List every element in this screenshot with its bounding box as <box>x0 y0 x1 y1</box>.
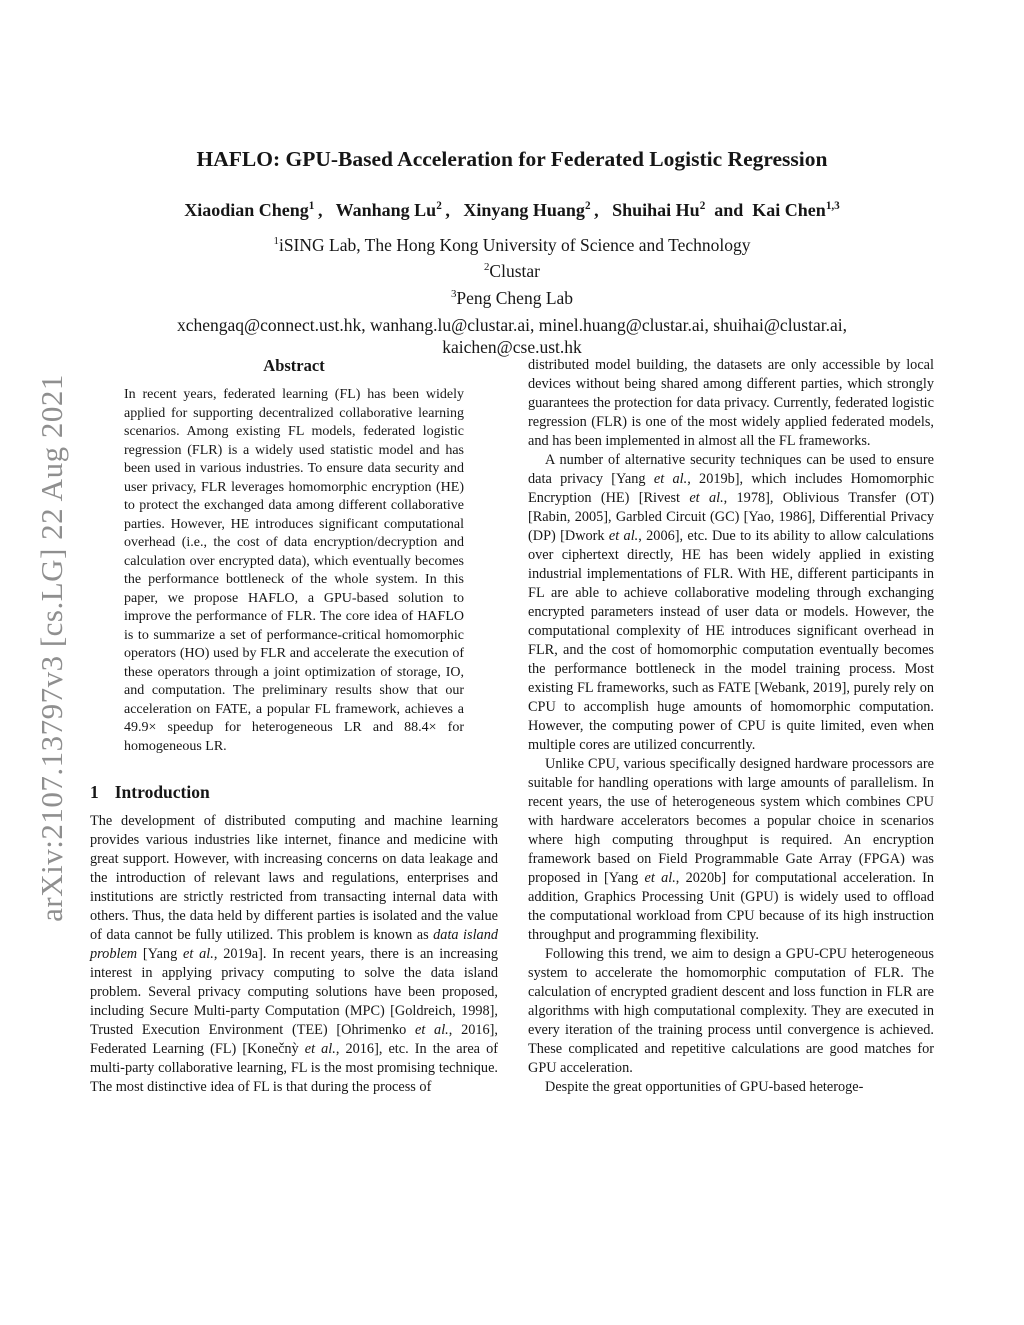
right-paragraph-2: A number of alternative security techniques can be used to ensure data privacy [Yang et al., 2019b], which includes Homomorphic Encryption (HE) [Rivest et al., 1978], Oblivious Transfer (OT) [Rabin, 2005], Garbled Circuit (GC) [Yao, 1986], Differential Privacy (DP) [Dwork et al., 2006], etc. Due to its ability to allow calculations over ciphertext directly, HE has been widely applied in existing industrial implementations of FLR. With HE, different participants in FL are able to achieve collaborative modeling through exchanging encrypted parameters instead of user data or models. However, the computational complexity of HE introduces significant overhead in FLR, and the cost of homomorphic computation eventually becomes the performance bottleneck in the model training process. Most existing FL frameworks, such as FATE [Webank, 2019], purely rely on CPU to accomplish huge amounts of homomorphic computation. However, the computing power of CPU is quite limited, even when multiple cores are utilized concurrently. <box>528 452 935 753</box>
authors-line: Xiaodian Cheng$^1$ , Wanhang Lu$^2$ , Xinyang Huang$^2$ , Shuihai Hu$^2$ and Kai Chen$^{1,3}$ <box>184 200 840 220</box>
two-column-body <box>90 356 934 1097</box>
abstract-block <box>124 356 464 756</box>
section-number: 1 <box>90 782 99 802</box>
right-paragraph-1: distributed model building, the datasets are only accessible by local devices without being shared among different parties, which strongly guarantees the protection for data privacy. Currently, federated logistic regression (FLR) is one of the most widely applied federated models, and has been implemented in almost all the FL frameworks. <box>528 357 934 449</box>
affiliation-1: $^1$iSING Lab, The Hong Kong University of Science and Technology <box>273 234 751 255</box>
section-heading-introduction <box>90 781 498 803</box>
arxiv-watermark: arXiv:2107.13797v3 [cs.LG] 22 Aug 2021 <box>34 374 69 922</box>
abstract-heading: Abstract <box>263 356 325 375</box>
right-paragraph-5: Despite the great opportunities of GPU-based heteroge- <box>545 1079 864 1095</box>
abstract-body: In recent years, federated learning (FL) has been widely applied for supporting decentralized collaborative learning scenarios. Among existing FL models, federated logistic regression (FLR) is a widely used statistic model and has been used in various industries. To ensure data security and user privacy, FLR leverages homomorphic encryption (HE) to protect the exchanged data among different collaborative parties. However, HE introduces significant computational overhead (i.e., the cost of data encryption/decryption and calculation over encrypted data), which eventually becomes the performance bottleneck of the whole system. In this paper, we propose HAFLO, a GPU-based solution to improve the performance of FLR. The core idea of HAFLO is to summarize a set of performance-critical homomorphic operators (HO) used by FLR and accelerate the execution of these operators through a joint optimization of storage, IO, and computation. The preliminary results show that our acceleration on FATE, a popular FL framework, achieves a 49.9× speedup for heterogeneous LR and 88.4× for homogeneous LR. <box>124 387 464 754</box>
affiliation-3: $^3$Peng Cheng Lab <box>450 287 574 308</box>
section-title: Introduction <box>114 782 210 802</box>
affiliations <box>0 230 1024 309</box>
affiliation-2: $^2$Clustar <box>484 261 540 282</box>
paper-title: HAFLO: GPU-Based Acceleration for Federated Logistic Regression <box>196 147 828 171</box>
left-column <box>90 356 498 1097</box>
right-paragraph-4: Following this trend, we aim to design a GPU-CPU heterogeneous system to accelerate the homomorphic computation of FLR. The calculation of encrypted gradient descent and loss function in FLR are algorithms with high computational complexity. They are executed in every iteration of the training process until convergence is achieved. These complicated and repetitive calculations are good matches for GPU acceleration. <box>528 946 934 1076</box>
intro-paragraph-1: The development of distributed computing and machine learning provides various industries like internet, finance and medicine with great support. However, with increasing concerns on data leakage and the introduction of relevant laws and regulations, enterprises and institutions are strictly restricted from transacting internal data with others. Thus, the data held by different parties is isolated and the value of data cannot be fully utilized. This problem is known as data island problem [Yang et al., 2019a]. In recent years, there is an increasing interest in applying privacy computing to solve the data island problem. Several privacy computing solutions have been proposed, including Secure Multi-party Computation (MPC) [Goldreich, 1998], Trusted Execution Environment (TEE) [Ohrimenko et al., 2016], Federated Learning (FL) [Konečnỳ et al., 2016], etc. In the area of multi-party collaborative learning, FL is the most promising technique. The most distinctive idea of FL is that during the process of <box>90 813 498 1095</box>
right-column <box>528 356 934 1097</box>
paper-header <box>0 146 1024 358</box>
author-emails: xchengaq@connect.ust.hk, wanhang.lu@clustar.ai, minel.huang@clustar.ai, shuihai@clustar.ai, kaichen@cse.ust.hk <box>177 314 847 357</box>
right-paragraph-3: Unlike CPU, various specifically designed hardware processors are suitable for handling operations with large amounts of parallelism. In recent years, the use of heterogeneous system which combines CPU with hardware accelerators becomes a popular choice in scenarios where high computing throughput is required. An encryption framework based on Field Programmable Gate Array (FPGA) was proposed in [Yang et al., 2020b] for computational acceleration. In addition, Graphics Processing Unit (GPU) is widely used to offload the computational workload from CPU because of its high instruction throughput and programming flexibility. <box>528 756 934 943</box>
